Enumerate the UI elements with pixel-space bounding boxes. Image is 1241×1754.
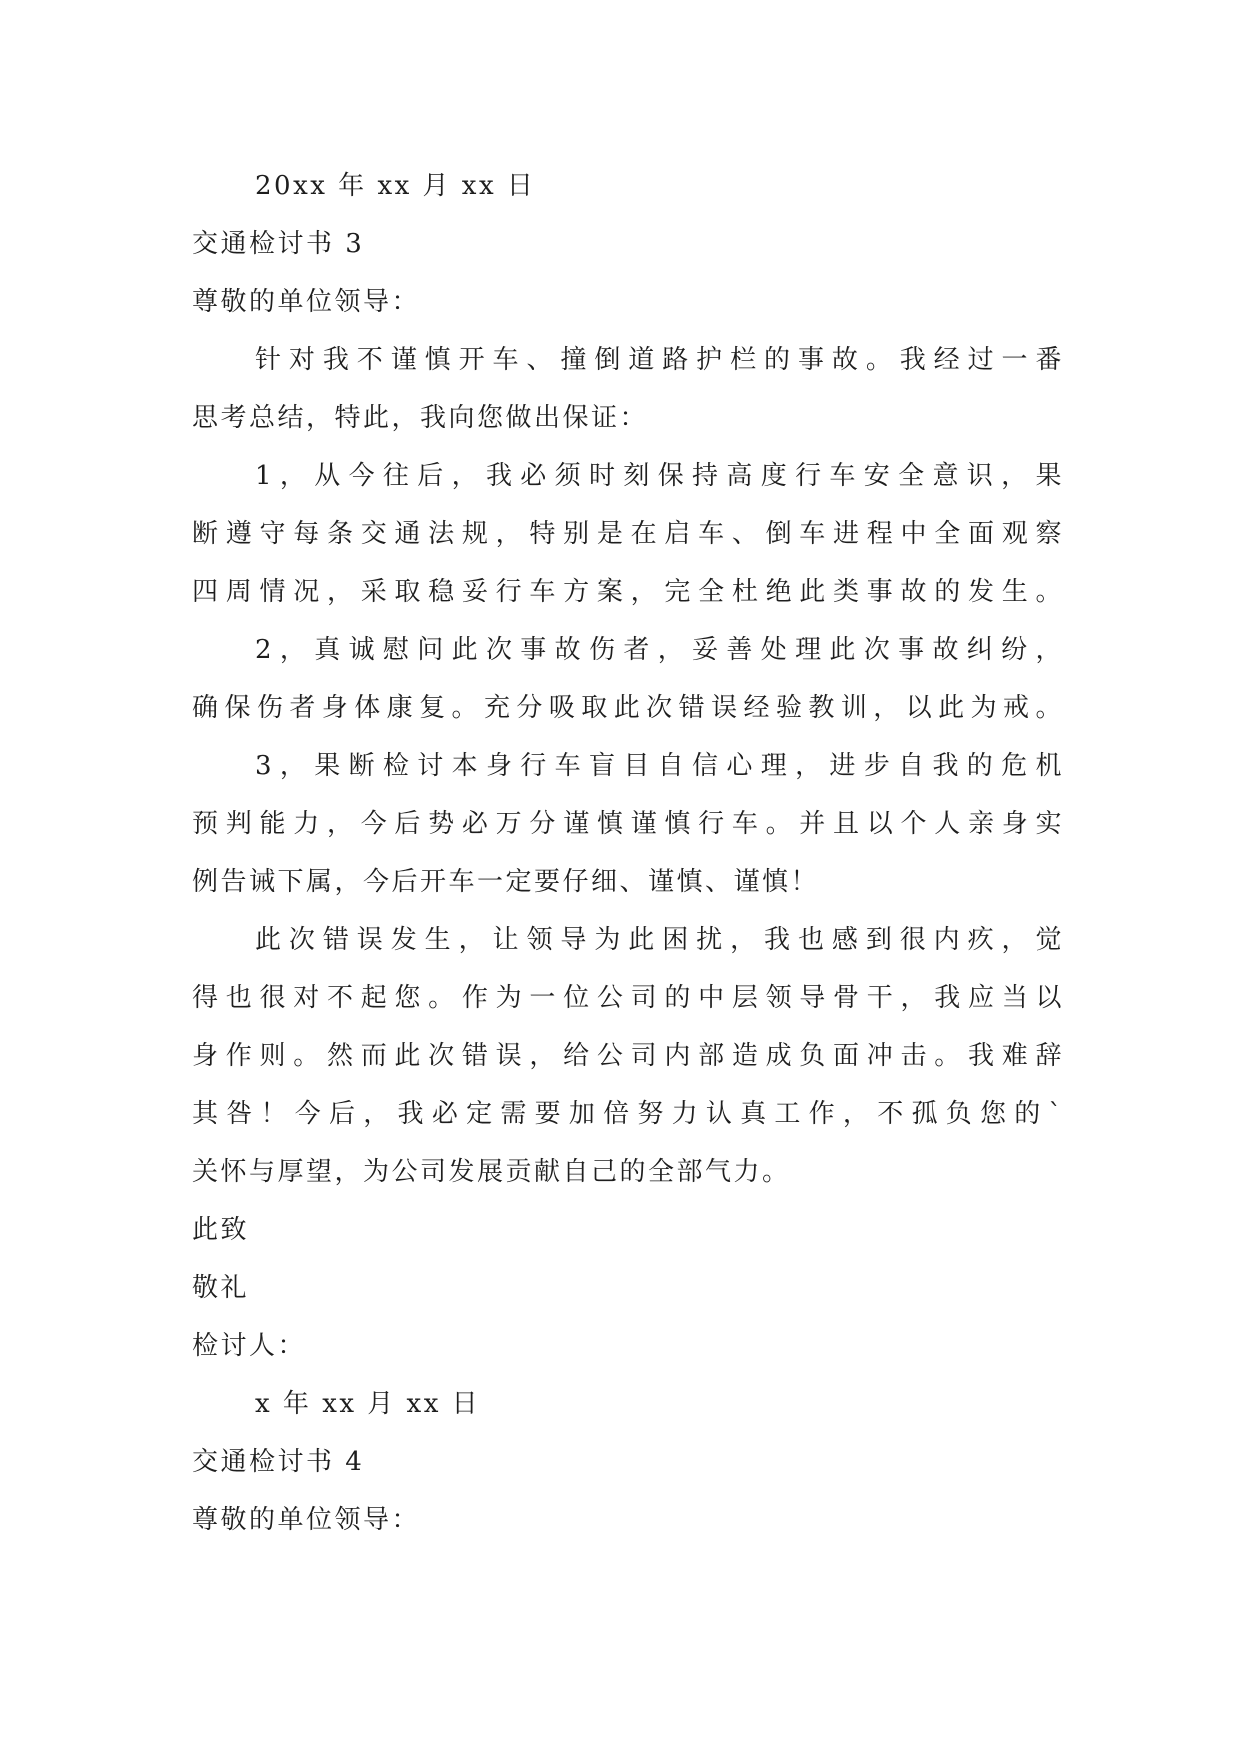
paragraph-conclusion bbox=[192, 911, 1064, 1201]
paragraph-line: 身作则。然而此次错误，给公司内部造成负面冲击。我难辞 bbox=[192, 1041, 1064, 1071]
letter-3-salutation: 尊敬的单位领导： bbox=[192, 287, 421, 317]
letter-4-title: 交通检讨书 4 bbox=[192, 1447, 365, 1477]
document-page bbox=[192, 157, 1064, 1549]
paragraph-line: 针对我不谨慎开车、撞倒道路护栏的事故。我经过一番 bbox=[255, 345, 1064, 375]
paragraph-line: 1，从今往后，我必须时刻保持高度行车安全意识，果 bbox=[255, 461, 1064, 491]
paragraph-line: 断遵守每条交通法规，特别是在启车、倒车进程中全面观察 bbox=[192, 519, 1064, 549]
letter-3-title: 交通检讨书 3 bbox=[192, 229, 365, 259]
paragraph-line: 确保伤者身体康复。充分吸取此次错误经验教训，以此为戒。 bbox=[192, 693, 1064, 723]
paragraph-line: 其咎！今后，我必定需要加倍努力认真工作，不孤负您的` bbox=[192, 1099, 1064, 1129]
letter-4-salutation: 尊敬的单位领导： bbox=[192, 1505, 421, 1535]
paragraph-line: 四周情况，采取稳妥行车方案，完全杜绝此类事故的发生。 bbox=[192, 577, 1064, 607]
date-line-top: 20xx 年 xx 月 xx 日 bbox=[255, 171, 536, 201]
paragraph-item-2 bbox=[192, 621, 1064, 737]
paragraph-line: 例告诫下属，今后开车一定要仔细、谨慎、谨慎！ bbox=[192, 867, 820, 897]
paragraph-line: 此次错误发生，让领导为此困扰，我也感到很内疚，觉 bbox=[255, 925, 1064, 955]
paragraph-item-1 bbox=[192, 447, 1064, 621]
paragraph-line: 思考总结，特此，我向您做出保证： bbox=[192, 403, 649, 433]
paragraph-item-3 bbox=[192, 737, 1064, 911]
paragraph-line: 得也很对不起您。作为一位公司的中层领导骨干，我应当以 bbox=[192, 983, 1064, 1013]
paragraph-line: 预判能力，今后势必万分谨慎谨慎行车。并且以个人亲身实 bbox=[192, 809, 1064, 839]
closing-line-1: 此致 bbox=[192, 1215, 250, 1245]
closing-line-2: 敬礼 bbox=[192, 1273, 250, 1303]
paragraph-intro bbox=[192, 331, 1064, 447]
paragraph-line: 2，真诚慰问此次事故伤者，妥善处理此次事故纠纷， bbox=[255, 635, 1064, 665]
paragraph-line: 关怀与厚望，为公司发展贡献自己的全部气力。 bbox=[192, 1157, 791, 1187]
date-line-signature: x 年 xx 月 xx 日 bbox=[255, 1389, 481, 1419]
paragraph-line: 3，果断检讨本身行车盲目自信心理，进步自我的危机 bbox=[255, 751, 1064, 781]
signer-label: 检讨人： bbox=[192, 1331, 307, 1361]
